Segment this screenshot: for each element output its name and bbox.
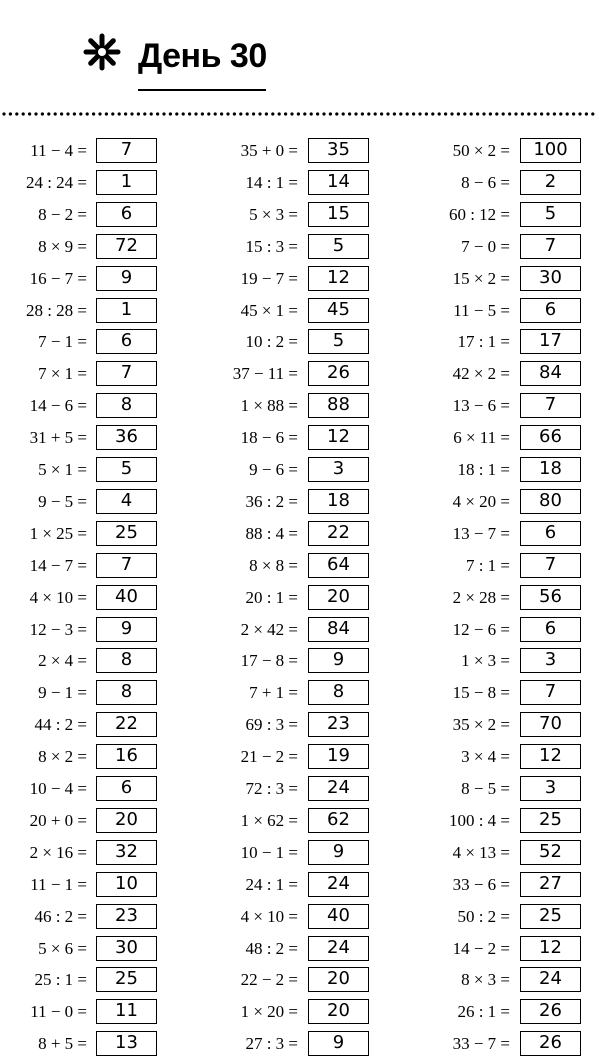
exercise-row: [0, 711, 581, 739]
answer-box[interactable]: 84: [308, 617, 369, 642]
exercise-expression: 2 × 28 =: [452, 587, 510, 607]
answer-box[interactable]: 35: [308, 138, 369, 163]
exercise-expression: 15 − 8 =: [452, 683, 510, 703]
exercise-expression: 26 : 1 =: [457, 1002, 510, 1022]
exercise-row: [0, 392, 581, 420]
exercise-expression: 17 : 1 =: [457, 332, 510, 352]
exercise-row: [0, 169, 581, 197]
exercise-row: [0, 679, 581, 707]
answer-box[interactable]: 64: [308, 553, 369, 578]
exercise-expression: 9 − 1 =: [38, 683, 87, 703]
exercise-expression: 11 − 1 =: [30, 874, 87, 894]
exercise-expression: 2 × 42 =: [240, 619, 298, 639]
answer-box[interactable]: 52: [520, 840, 581, 865]
exercise-expression: 2 × 16 =: [29, 842, 87, 862]
exercise-expression: 10 − 1 =: [240, 842, 298, 862]
exercise-expression: 8 × 3 =: [461, 970, 510, 990]
exercise-row: [0, 647, 581, 675]
exercise-expression: 8 − 5 =: [461, 779, 510, 798]
exercise-row: [0, 616, 581, 644]
answer-box[interactable]: 22: [96, 712, 157, 737]
exercise-expression: 7 + 1 =: [249, 683, 298, 703]
answer-box[interactable]: 14: [308, 170, 369, 195]
exercise-expression: 8 − 2 =: [38, 204, 87, 224]
exercise-expression: 69 : 3 =: [245, 715, 298, 735]
answer-box[interactable]: 7: [520, 234, 581, 259]
answer-box[interactable]: 25: [520, 904, 581, 929]
answer-box[interactable]: 20: [308, 967, 369, 992]
answer-box[interactable]: 24: [308, 776, 369, 801]
answer-box[interactable]: 40: [308, 904, 369, 929]
exercise-expression: 1 × 25 =: [29, 523, 87, 543]
exercise-expression: 14 − 7 =: [29, 555, 87, 575]
answer-box[interactable]: 40: [96, 585, 157, 610]
page-title: День 30: [138, 37, 267, 75]
exercise-expression: 15 × 2 =: [452, 268, 510, 288]
answer-box[interactable]: 26: [308, 361, 369, 386]
answer-box[interactable]: 66: [520, 425, 581, 450]
answer-box[interactable]: 36: [96, 425, 157, 450]
exercise-row: [0, 775, 581, 803]
exercise-row: [0, 328, 581, 356]
exercise-row: [0, 201, 581, 229]
answer-box[interactable]: 6: [520, 298, 581, 323]
exercise-expression: 5 × 6 =: [38, 938, 87, 958]
exercise-expression: 10 − 4 =: [29, 779, 87, 798]
exercise-expression: 1 × 88 =: [240, 396, 298, 416]
answer-box[interactable]: 23: [308, 712, 369, 737]
answer-box[interactable]: 9: [308, 648, 369, 673]
exercise-expression: 8 × 9 =: [38, 236, 87, 256]
answer-box[interactable]: 3: [308, 457, 369, 482]
answer-box[interactable]: 9: [308, 840, 369, 865]
exercise-expression: 4 × 13 =: [452, 842, 510, 862]
exercise-expression: 33 − 6 =: [452, 874, 510, 894]
exercise-expression: 1 × 62 =: [240, 810, 298, 830]
answer-box[interactable]: 72: [96, 234, 157, 259]
exercise-expression: 18 − 6 =: [240, 428, 298, 448]
answer-box[interactable]: 1: [96, 170, 157, 195]
exercise-expression: 60 : 12 =: [448, 204, 510, 224]
answer-box[interactable]: 17: [520, 329, 581, 354]
answer-box[interactable]: 5: [96, 457, 157, 482]
answer-box[interactable]: 100: [520, 138, 581, 163]
exercise-expression: 20 : 1 =: [245, 587, 298, 607]
title-underline: [138, 89, 266, 91]
exercise-row: [0, 584, 581, 612]
exercise-row: [0, 424, 581, 452]
answer-box[interactable]: 18: [520, 457, 581, 482]
exercise-row: [0, 552, 581, 580]
answer-box[interactable]: 12: [520, 744, 581, 769]
answer-box[interactable]: 9: [96, 617, 157, 642]
answer-box[interactable]: 80: [520, 489, 581, 514]
answer-box[interactable]: 84: [520, 361, 581, 386]
exercise-expression: 22 − 2 =: [240, 970, 298, 990]
exercise-expression: 12 − 3 =: [29, 619, 87, 639]
exercise-expression: 9 − 6 =: [249, 460, 298, 479]
answer-box[interactable]: 3: [520, 648, 581, 673]
answer-box[interactable]: 9: [96, 266, 157, 291]
exercise-expression: 8 × 2 =: [38, 747, 87, 767]
exercise-expression: 20 + 0 =: [29, 810, 87, 830]
exercise-expression: 25 : 1 =: [34, 970, 87, 990]
exercise-expression: 10 : 2 =: [245, 332, 298, 352]
answer-box[interactable]: 7: [96, 553, 157, 578]
answer-box[interactable]: 70: [520, 712, 581, 737]
answer-box[interactable]: 12: [308, 266, 369, 291]
answer-box[interactable]: 24: [308, 872, 369, 897]
exercise-expression: 48 : 2 =: [245, 938, 298, 958]
exercise-expression: 27 : 3 =: [245, 1034, 298, 1054]
answer-box[interactable]: 7: [96, 361, 157, 386]
answer-box[interactable]: 5: [520, 202, 581, 227]
exercise-row: [0, 839, 581, 867]
exercise-expression: 4 × 20 =: [452, 491, 510, 511]
exercise-row: [0, 871, 581, 899]
answer-box[interactable]: 6: [96, 776, 157, 801]
exercise-expression: 14 − 6 =: [29, 396, 87, 416]
answer-box[interactable]: 26: [520, 1031, 581, 1056]
exercise-expression: 8 − 6 =: [461, 172, 510, 192]
exercise-expression: 33 − 7 =: [452, 1034, 510, 1054]
exercise-expression: 45 × 1 =: [240, 300, 298, 320]
exercise-expression: 18 : 1 =: [457, 460, 510, 479]
answer-box[interactable]: 12: [520, 936, 581, 961]
answer-box[interactable]: 20: [308, 585, 369, 610]
exercise-expression: 31 + 5 =: [29, 428, 87, 448]
exercise-expression: 35 + 0 =: [240, 141, 298, 160]
exercise-expression: 36 : 2 =: [245, 491, 298, 511]
answer-box[interactable]: 8: [308, 680, 369, 705]
exercise-expression: 7 : 1 =: [465, 555, 510, 575]
exercise-expression: 7 − 1 =: [38, 332, 87, 352]
answer-box[interactable]: 24: [308, 936, 369, 961]
exercise-expression: 5 × 1 =: [38, 460, 87, 479]
exercise-expression: 24 : 24 =: [25, 172, 87, 192]
exercise-expression: 13 − 6 =: [452, 396, 510, 416]
exercise-expression: 19 − 7 =: [240, 268, 298, 288]
answer-box[interactable]: 4: [96, 489, 157, 514]
answer-box[interactable]: 6: [520, 521, 581, 546]
answer-box[interactable]: 8: [96, 680, 157, 705]
exercise-expression: 4 × 10 =: [240, 906, 298, 926]
exercise-expression: 37 − 11 =: [232, 364, 298, 384]
exercise-expression: 2 × 4 =: [38, 651, 87, 671]
header: [82, 32, 122, 72]
answer-box[interactable]: 7: [520, 680, 581, 705]
exercise-expression: 28 : 28 =: [25, 300, 87, 320]
answer-box[interactable]: 3: [520, 776, 581, 801]
exercise-row: [0, 935, 581, 963]
answer-box[interactable]: 20: [96, 808, 157, 833]
answer-box[interactable]: 5: [308, 234, 369, 259]
answer-box[interactable]: 15: [308, 202, 369, 227]
exercise-row: [0, 265, 581, 293]
exercise-expression: 46 : 2 =: [34, 906, 87, 926]
answer-box[interactable]: 20: [308, 999, 369, 1024]
exercise-expression: 44 : 2 =: [34, 715, 87, 735]
answer-box[interactable]: 13: [96, 1031, 157, 1056]
exercise-row: [0, 137, 581, 165]
answer-box[interactable]: 32: [96, 840, 157, 865]
exercise-row: [0, 743, 581, 771]
exercise-expression: 24 : 1 =: [245, 874, 298, 894]
exercise-expression: 1 × 3 =: [461, 651, 510, 671]
exercise-row: [0, 360, 581, 388]
answer-box[interactable]: 25: [96, 967, 157, 992]
answer-box[interactable]: 18: [308, 489, 369, 514]
exercise-row: [0, 488, 581, 516]
answer-box[interactable]: 8: [96, 648, 157, 673]
exercise-expression: 3 × 4 =: [461, 747, 510, 767]
dotted-divider: [2, 110, 599, 118]
answer-box[interactable]: 1: [96, 298, 157, 323]
answer-box[interactable]: 30: [96, 936, 157, 961]
exercise-expression: 15 : 3 =: [245, 236, 298, 256]
answer-box[interactable]: 27: [520, 872, 581, 897]
answer-box[interactable]: 11: [96, 999, 157, 1024]
exercise-expression: 88 : 4 =: [245, 523, 298, 543]
exercise-expression: 72 : 3 =: [245, 779, 298, 798]
exercise-expression: 17 − 8 =: [240, 651, 298, 671]
answer-box[interactable]: 24: [520, 967, 581, 992]
exercise-row: [0, 456, 581, 484]
exercise-row: [0, 807, 581, 835]
exercise-expression: 11 − 4 =: [30, 141, 87, 160]
answer-box[interactable]: 19: [308, 744, 369, 769]
answer-box[interactable]: 6: [96, 202, 157, 227]
exercise-row: [0, 998, 581, 1026]
answer-box[interactable]: 22: [308, 521, 369, 546]
exercise-expression: 11 − 0 =: [30, 1002, 87, 1022]
answer-box[interactable]: 45: [308, 298, 369, 323]
answer-box[interactable]: 8: [96, 393, 157, 418]
exercise-expression: 8 × 8 =: [249, 555, 298, 575]
answer-box[interactable]: 7: [520, 553, 581, 578]
answer-box[interactable]: 2: [520, 170, 581, 195]
answer-box[interactable]: 26: [520, 999, 581, 1024]
exercise-expression: 1 × 20 =: [240, 1002, 298, 1022]
answer-box[interactable]: 5: [308, 329, 369, 354]
exercise-expression: 14 : 1 =: [245, 172, 298, 192]
exercise-expression: 35 × 2 =: [452, 715, 510, 735]
answer-box[interactable]: 56: [520, 585, 581, 610]
exercise-row: [0, 966, 581, 994]
answer-box[interactable]: 6: [96, 329, 157, 354]
exercise-expression: 50 × 2 =: [452, 141, 510, 160]
exercise-row: [0, 233, 581, 261]
exercise-expression: 13 − 7 =: [452, 523, 510, 543]
exercise-expression: 8 + 5 =: [38, 1034, 87, 1054]
exercise-expression: 16 − 7 =: [29, 268, 87, 288]
exercise-expression: 9 − 5 =: [38, 491, 87, 511]
asterisk-icon: [82, 32, 122, 72]
exercise-expression: 4 × 10 =: [29, 587, 87, 607]
answer-box[interactable]: 12: [308, 425, 369, 450]
exercise-expression: 12 − 6 =: [452, 619, 510, 639]
answer-box[interactable]: 6: [520, 617, 581, 642]
answer-box[interactable]: 10: [96, 872, 157, 897]
exercise-expression: 7 − 0 =: [461, 236, 510, 256]
exercise-row: [0, 520, 581, 548]
answer-box[interactable]: 62: [308, 808, 369, 833]
answer-box[interactable]: 9: [308, 1031, 369, 1056]
exercise-row: [0, 1030, 581, 1058]
answer-box[interactable]: 30: [520, 266, 581, 291]
answer-box[interactable]: 25: [520, 808, 581, 833]
exercise-expression: 42 × 2 =: [452, 364, 510, 384]
answer-box[interactable]: 7: [96, 138, 157, 163]
answer-box[interactable]: 7: [520, 393, 581, 418]
exercise-expression: 50 : 2 =: [457, 906, 510, 926]
exercise-expression: 7 × 1 =: [38, 364, 87, 384]
exercise-expression: 100 : 4 =: [448, 810, 510, 830]
exercise-expression: 11 − 5 =: [453, 300, 510, 320]
exercise-row: [0, 297, 581, 325]
exercise-expression: 14 − 2 =: [452, 938, 510, 958]
exercise-row: [0, 903, 581, 931]
exercise-expression: 21 − 2 =: [240, 747, 298, 767]
exercise-expression: 5 × 3 =: [249, 204, 298, 224]
answer-box[interactable]: 23: [96, 904, 157, 929]
answer-box[interactable]: 16: [96, 744, 157, 769]
exercise-expression: 6 × 11 =: [453, 428, 510, 448]
answer-box[interactable]: 25: [96, 521, 157, 546]
answer-box[interactable]: 88: [308, 393, 369, 418]
